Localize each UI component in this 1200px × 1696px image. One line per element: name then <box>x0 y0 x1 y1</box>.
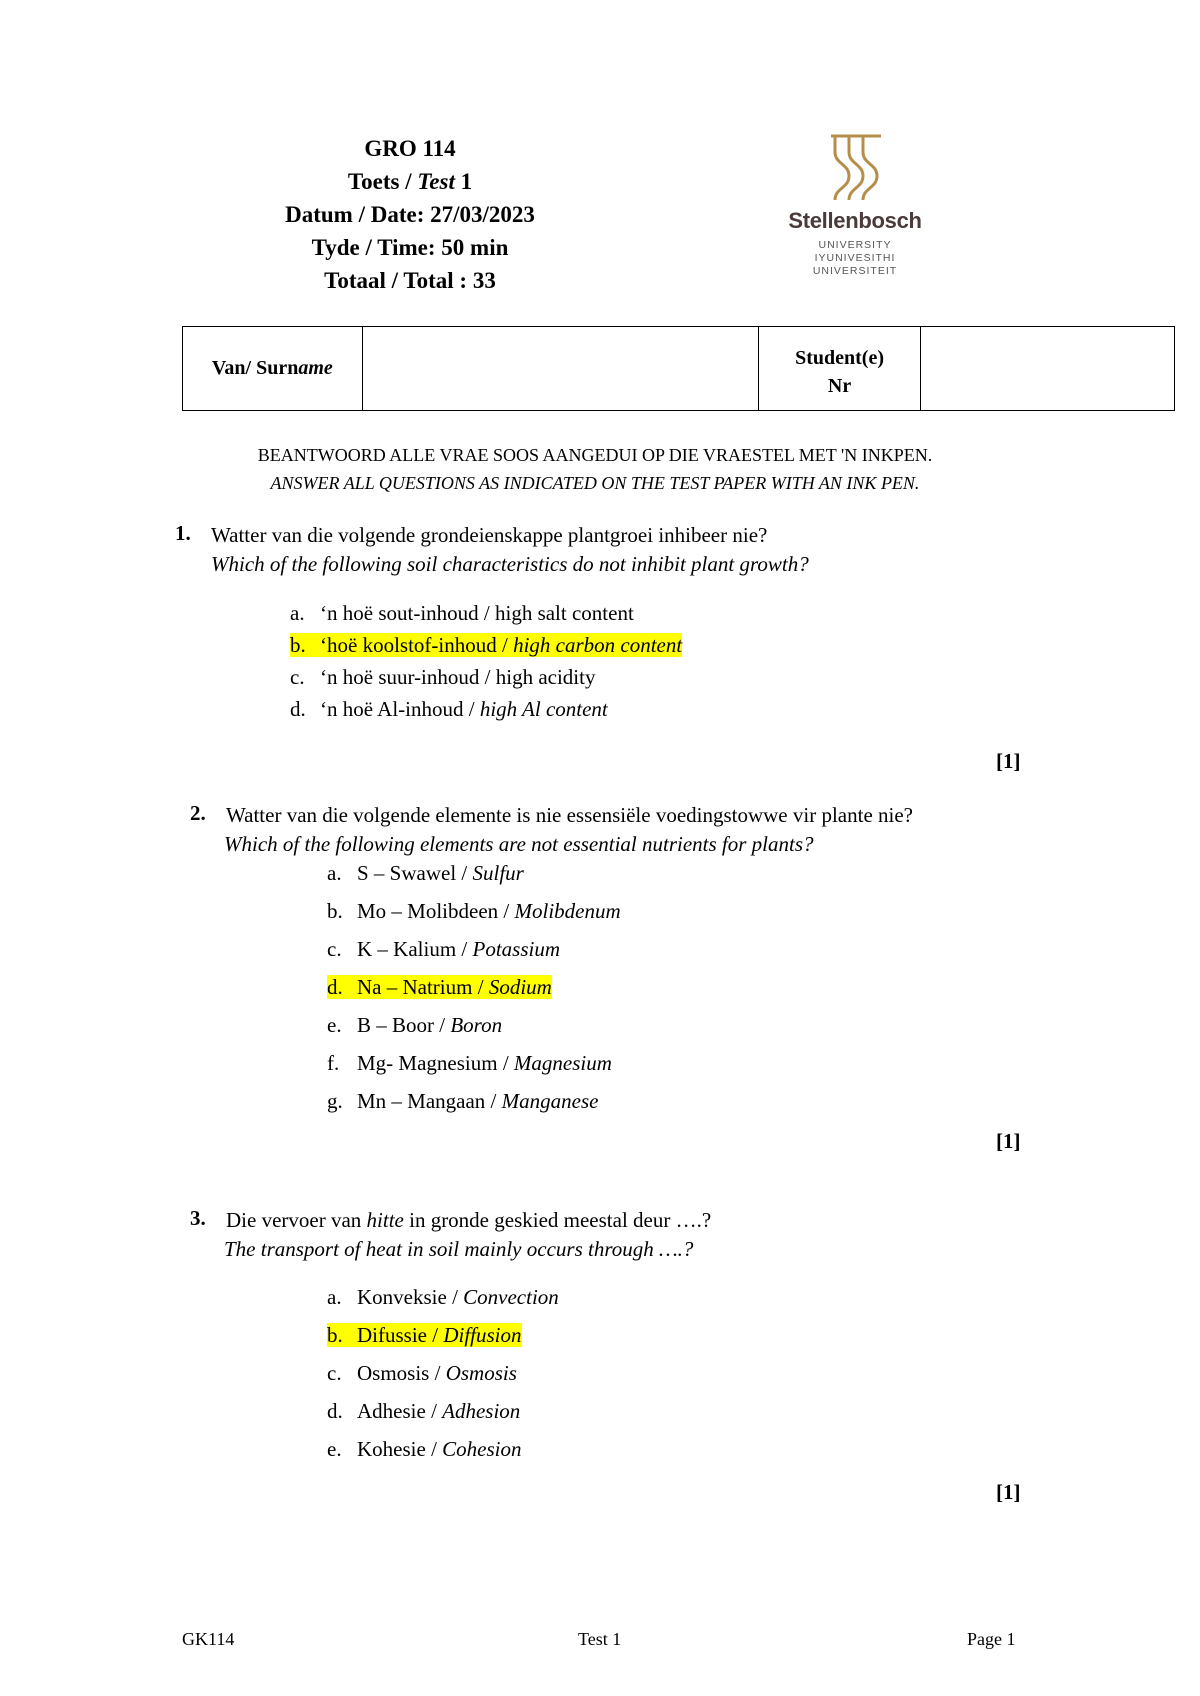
option-label: g. <box>327 1089 343 1113</box>
option-label: d. <box>327 1399 343 1423</box>
option-text-en: high carbon content <box>513 633 683 657</box>
question-2-option-a <box>327 859 524 887</box>
instructions-en: ANSWER ALL QUESTIONS AS INDICATED ON THE TEST PAPER WITH AN INK PEN. <box>270 473 920 493</box>
question-2-option-c <box>327 935 560 963</box>
question-3-option-c <box>327 1359 517 1387</box>
option-text-en: Molibdenum <box>514 899 621 923</box>
option-text-af: Adhesie / <box>357 1399 443 1423</box>
option-label: f. <box>327 1051 340 1075</box>
surname-field[interactable] <box>362 327 759 411</box>
option-label: d. <box>327 975 343 999</box>
footer-page-number: Page 1 <box>967 1629 1016 1649</box>
question-1-option-a <box>290 599 634 627</box>
option-text-af: ‘n hoë suur-inhoud / <box>320 665 496 689</box>
option-label: c. <box>327 937 342 961</box>
option-text-en: Magnesium <box>513 1051 612 1075</box>
option-label: e. <box>327 1437 342 1461</box>
logo-line-2: IYUNIVESITHI <box>814 252 896 264</box>
question-1-marks: [1] <box>996 749 1021 773</box>
surname-label <box>183 327 363 411</box>
question-3-option-d <box>327 1397 520 1425</box>
option-text-af: Kohesie / <box>357 1437 443 1461</box>
option-text-af: B – Boor / <box>357 1013 451 1037</box>
option-text-af: S – Swawel / <box>357 861 473 885</box>
option-label: c. <box>290 665 305 689</box>
question-1-number: 1. <box>175 521 191 545</box>
student-number-label-line-1: Student(e) <box>795 346 884 369</box>
question-1-option-c <box>290 663 595 691</box>
option-text-en: high acidity <box>495 665 596 689</box>
instructions-af: BEANTWOORD ALLE VRAE SOOS AANGEDUI OP DIE VRAESTEL MET 'N INKPEN. <box>257 445 933 465</box>
question-2-option-g <box>327 1087 598 1115</box>
footer-course: GK114 <box>182 1629 235 1649</box>
question-3-text-af-italic: hitte <box>366 1208 404 1232</box>
student-number-label <box>759 327 921 411</box>
surname-label-en: ame <box>298 357 333 379</box>
university-emblem-icon <box>745 130 965 205</box>
option-text-af: ‘n hoë Al-inhoud / <box>320 697 480 721</box>
option-text-en: Adhesion <box>442 1399 521 1423</box>
question-2-option-b <box>327 897 621 925</box>
option-text-en: Convection <box>463 1285 559 1309</box>
question-3-option-a <box>327 1283 559 1311</box>
option-text-en: Manganese <box>501 1089 599 1113</box>
logo-line-1: UNIVERSITY <box>818 239 892 251</box>
test-title-en: Test <box>417 169 455 194</box>
option-label: b. <box>327 899 343 923</box>
question-3-marks: [1] <box>996 1480 1021 1504</box>
question-3-text-en: The transport of heat in soil mainly occurs through ….? <box>224 1237 694 1261</box>
option-text-af: ‘n hoë sout-inhoud / <box>320 601 495 625</box>
question-2-number: 2. <box>190 801 206 825</box>
question-2-marks: [1] <box>996 1129 1021 1153</box>
option-label: b. <box>290 633 306 657</box>
instructions <box>190 441 1000 497</box>
option-text-af: ‘hoë koolstof-inhoud / <box>320 633 514 657</box>
question-1-option-d <box>290 695 608 723</box>
option-text-af: Na – Natrium / <box>357 975 489 999</box>
option-text-en: Sulfur <box>472 861 524 885</box>
option-label: a. <box>327 861 342 885</box>
option-text-af: Osmosis / <box>357 1361 446 1385</box>
option-text-en: high salt content <box>494 601 634 625</box>
surname-label-af: Van/ Surn <box>211 357 299 379</box>
option-label: a. <box>290 601 305 625</box>
test-time: Tyde / Time: 50 min <box>311 235 509 260</box>
test-header <box>220 132 600 297</box>
question-2-option-e <box>327 1011 502 1039</box>
option-text-en: Diffusion <box>443 1323 522 1347</box>
university-logo <box>745 130 1010 280</box>
option-text-af: Mn – Mangaan / <box>357 1089 502 1113</box>
option-text-en: Osmosis <box>445 1361 517 1385</box>
option-text-af: Mg- Magnesium / <box>357 1051 514 1075</box>
question-3-text-af-pre: Die vervoer van <box>226 1208 367 1232</box>
question-3-number: 3. <box>190 1206 206 1230</box>
option-label: b. <box>327 1323 343 1347</box>
student-number-label-line-2: Nr <box>827 374 852 397</box>
test-number: 1 <box>454 169 473 194</box>
question-3-text-af-post: in gronde geskied meestal deur ….? <box>403 1208 712 1232</box>
question-2-option-f <box>327 1049 612 1077</box>
question-1-text-af: Watter van die volgende grondeienskappe plantgroei inhibeer nie? <box>211 523 768 547</box>
option-text-en: high Al content <box>479 697 608 721</box>
option-text-en: Cohesion <box>442 1437 522 1461</box>
question-2-text-af: Watter van die volgende elemente is nie essensiële voedingstowwe vir plante nie? <box>226 803 913 827</box>
question-1-text-en: Which of the following soil characteristics do not inhibit plant growth? <box>211 552 809 576</box>
question-3-option-b <box>327 1321 522 1349</box>
option-text-en: Sodium <box>488 975 552 999</box>
test-date: Datum / Date: 27/03/2023 <box>285 202 535 227</box>
test-total: Totaal / Total : 33 <box>324 268 496 293</box>
question-3-option-e <box>327 1435 522 1463</box>
logo-line-3: UNIVERSITEIT <box>812 265 898 277</box>
course-code: GRO 114 <box>364 136 456 161</box>
student-id-table <box>182 326 1175 411</box>
student-number-field[interactable] <box>920 327 1174 411</box>
option-label: e. <box>327 1013 342 1037</box>
question-3-text-af <box>226 1206 711 1235</box>
option-text-af: K – Kalium / <box>357 937 473 961</box>
test-title <box>220 165 600 198</box>
test-title-af: Toets / <box>347 169 418 194</box>
footer-test: Test 1 <box>578 1629 622 1649</box>
logo-wordmark: Stellenbosch <box>788 208 922 233</box>
question-1-option-b <box>290 631 682 659</box>
option-text-af: Konveksie / <box>357 1285 464 1309</box>
option-label: c. <box>327 1361 342 1385</box>
option-text-en: Potassium <box>472 937 561 961</box>
option-text-af: Difussie / <box>357 1323 444 1347</box>
question-2-option-d <box>327 973 552 1001</box>
option-text-af: Mo – Molibdeen / <box>357 899 515 923</box>
option-label: a. <box>327 1285 342 1309</box>
question-2-text-en: Which of the following elements are not essential nutrients for plants? <box>224 832 814 856</box>
option-text-en: Boron <box>450 1013 503 1037</box>
option-label: d. <box>290 697 306 721</box>
